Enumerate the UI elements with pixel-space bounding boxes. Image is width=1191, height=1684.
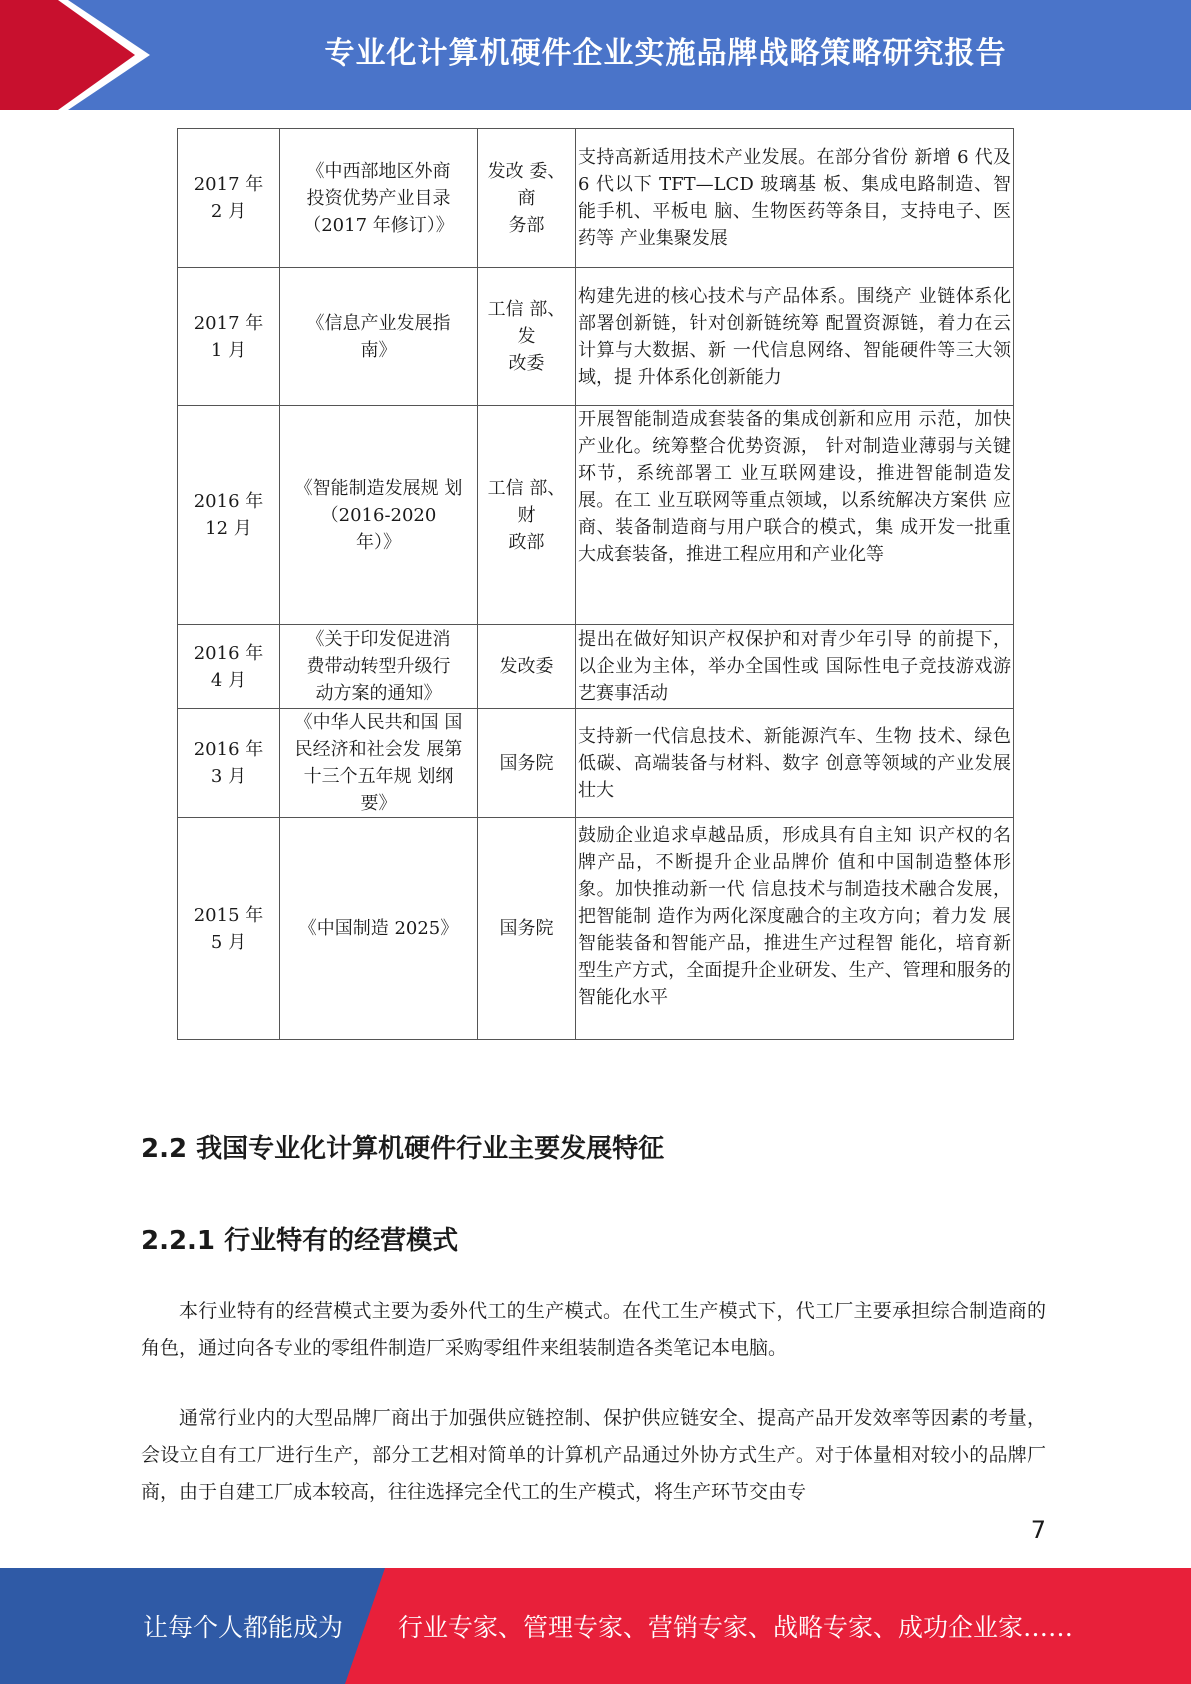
cell-document: 《中华人民共和国 国 民经济和社会发 展第 十三个五年规 划纲 要》 (280, 709, 478, 818)
cell-date: 2016 年 4 月 (178, 625, 280, 709)
footer-slogan-left: 让每个人都能成为 (143, 1613, 344, 1642)
cell-department: 工信 部、 发 改委 (478, 268, 576, 406)
cell-date: 2016 年 3 月 (178, 709, 280, 818)
cell-document: 《信息产业发展指 南》 (280, 268, 478, 406)
table-row (178, 268, 1014, 406)
cell-department: 工信 部、 财 政部 (478, 406, 576, 625)
table-row (178, 406, 1014, 625)
cell-description: 开展智能制造成套装备的集成创新和应用 示范，加快产业化。统筹整合优势资源， 针对制造业薄弱与关键环节，系统部署工 业互联网建设，推进智能制造发展。在工 业互联网等重点领域，以系统解决方案供 应商、装备制造商与用户联合的模式，集 成开发一批重大成套装备，推进工程应用和产业化等 (576, 406, 1014, 625)
table-row (178, 129, 1014, 268)
page-footer (0, 1568, 1191, 1684)
table-row (178, 625, 1014, 709)
cell-date: 2017 年 2 月 (178, 129, 280, 268)
cell-description: 鼓励企业追求卓越品质，形成具有自主知 识产权的名牌产品，不断提升企业品牌价 值和中国制造整体形象。加快推动新一代 信息技术与制造技术融合发展，把智能制 造作为两化深度融合的主攻方向；着力发 展智能装备和智能产品，推进生产过程智 能化，培育新型生产方式，全面提升企业研发、生产、管理和服务的智能化水平 (576, 818, 1014, 1040)
subsection-heading: 2.2.1 行业特有的经营模式 (141, 1226, 459, 1256)
cell-department: 国务院 (478, 818, 576, 1040)
cell-description: 支持新一代信息技术、新能源汽车、生物 技术、绿色低碳、高端装备与材料、数字 创意等领域的产业发展壮大 (576, 709, 1014, 818)
cell-document: 《中国制造 2025》 (280, 818, 478, 1040)
cell-description: 构建先进的核心技术与产品体系。围绕产 业链体系化部署创新链，针对创新链统筹 配置资源链，着力在云计算与大数据、新 一代信息网络、智能硬件等三大领域，提 升体系化创新能力 (576, 268, 1014, 406)
cell-department: 国务院 (478, 709, 576, 818)
table-row (178, 818, 1014, 1040)
page-number: 7 (1030, 1516, 1046, 1544)
cell-description: 提出在做好知识产权保护和对青少年引导 的前提下，以企业为主体，举办全国性或 国际性电子竞技游戏游艺赛事活动 (576, 625, 1014, 709)
cell-date: 2017 年 1 月 (178, 268, 280, 406)
cell-department: 发改委 (478, 625, 576, 709)
cell-document: 《关于印发促进消 费带动转型升级行 动方案的通知》 (280, 625, 478, 709)
table-row (178, 709, 1014, 818)
page-header (0, 0, 1191, 110)
cell-date: 2016 年 12 月 (178, 406, 280, 625)
cell-department: 发改 委、 商 务部 (478, 129, 576, 268)
footer-slogan-right: 行业专家、管理专家、营销专家、战略专家、成功企业家…… (398, 1613, 1074, 1642)
cell-document: 《智能制造发展规 划 （2016-2020 年）》 (280, 406, 478, 625)
policy-table (177, 128, 1014, 1040)
cell-date: 2015 年 5 月 (178, 818, 280, 1040)
header-title: 专业化计算机硬件企业实施品牌战略策略研究报告 (324, 36, 1007, 71)
body-paragraph: 通常行业内的大型品牌厂商出于加强供应链控制、保护供应链安全、提高产品开发效率等因素的考量，会设立自有工厂进行生产，部分工艺相对简单的计算机产品通过外协方式生产。对于体量相对较小的品牌厂商，由于自建工厂成本较高，往往选择完全代工的生产模式，将生产环节交由专 (141, 1407, 1046, 1503)
cell-description: 支持高新适用技术产业发展。在部分省份 新增 6 代及 6 代以下 TFT—LCD 玻璃基 板、集成电路制造、智能手机、平板电 脑、生物医药等条目，支持电子、医药等 产业集聚发展 (576, 129, 1014, 268)
section-heading: 2.2 我国专业化计算机硬件行业主要发展特征 (141, 1134, 665, 1164)
header-red-arrow (0, 0, 150, 110)
cell-document: 《中西部地区外商 投资优势产业目录 （2017 年修订）》 (280, 129, 478, 268)
body-paragraph: 本行业特有的经营模式主要为委外代工的生产模式。在代工生产模式下，代工厂主要承担综合制造商的角色，通过向各专业的零组件制造厂采购零组件来组装制造各类笔记本电脑。 (141, 1300, 1046, 1359)
